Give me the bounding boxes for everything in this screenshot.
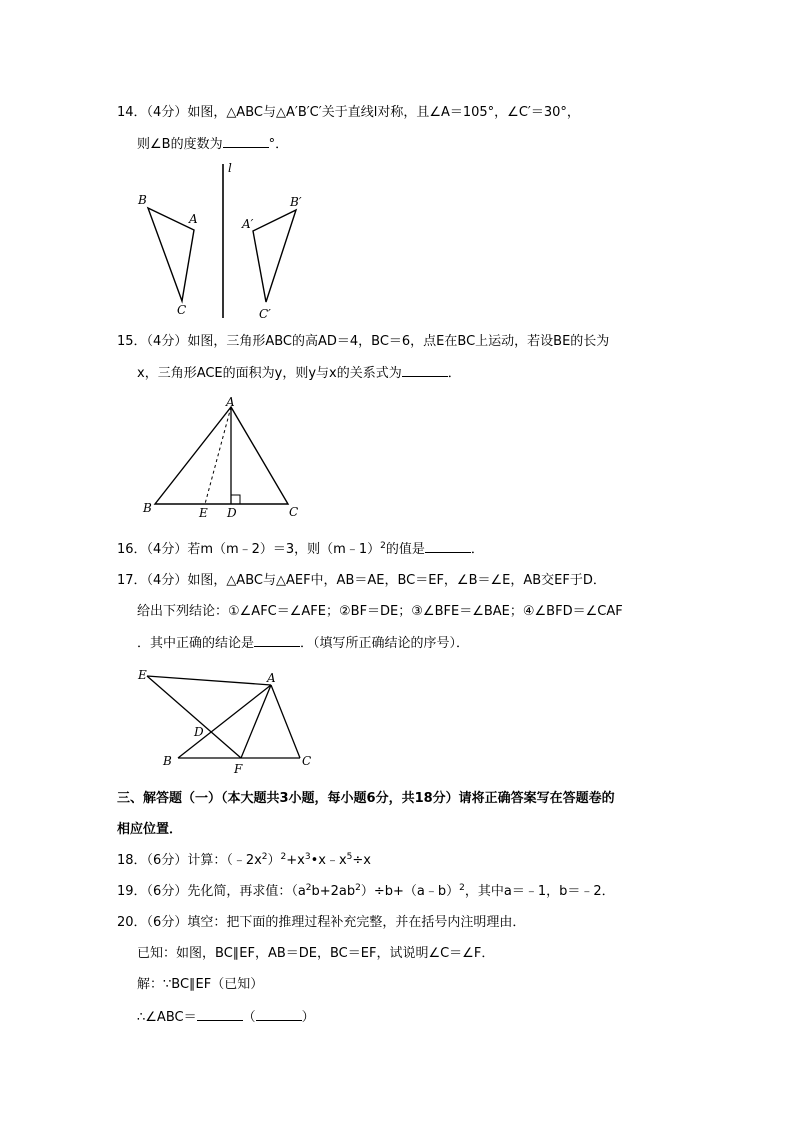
segment-ea [147, 676, 271, 685]
section3-title-cont: 相应位置． [117, 822, 183, 837]
label-b-17: B [163, 754, 172, 768]
label-f-17: F [234, 762, 243, 776]
label-c-17: C [302, 754, 312, 768]
q17-line3-tail: ．（填写所正确结论的序号）． [300, 636, 470, 651]
q16-text: 16．（4分）若m（m﹣2）＝3，则（m﹣1） [117, 542, 381, 557]
label-b: B [138, 193, 147, 207]
q18-m2: +x [286, 853, 305, 868]
triangle-abc-15 [155, 407, 288, 504]
q18-exp1: 2 [261, 852, 268, 862]
q20-line4 [137, 1008, 315, 1027]
q15-figure [135, 392, 315, 522]
label-a-15: A [226, 395, 235, 409]
q18-line [117, 852, 371, 870]
q17-line2: 给出下列结论：①∠AFC＝∠AFE；②BF＝DE；③∠BFE＝∠BAE；④∠BFD＝∠CAF [137, 604, 623, 619]
q15-line2-text: x，三角形ACE的面积为y，则y与x的关系式为 [137, 366, 402, 381]
q17-answer-blank[interactable] [254, 634, 300, 647]
q19-exp3: 2 [459, 883, 465, 893]
q18-exp2: 2 [280, 852, 287, 862]
segment-ac [271, 685, 300, 758]
section3-title: 三、解答题（一）（本大题共3小题，每小题6分，共18分）请将正确答案写在答题卷的 [117, 791, 615, 806]
q16-answer-blank[interactable] [425, 540, 471, 553]
q20-line2: 已知：如图，BC∥EF，AB＝DE，BC＝EF，试说明∠C＝∠F． [137, 946, 495, 961]
label-d-17: D [194, 725, 204, 739]
q17-line3 [137, 634, 469, 653]
q18-m3: •x﹣x [310, 853, 347, 868]
q17-line1: 17．（4分）如图，△ABC与△AEF中，AB＝AE，BC＝EF，∠B＝∠E，AB交EF于D． [117, 573, 606, 588]
q20-line1: 20．（6分）填空：把下面的推理过程补充完整，并在括号内注明理由． [117, 915, 526, 930]
q14-line2-tail: °． [268, 137, 289, 152]
segment-ae [205, 407, 231, 504]
label-b-15: B [143, 501, 152, 515]
q15-line2 [137, 364, 461, 383]
q15-line1: 15．（4分）如图，三角形ABC的高AD＝4，BC＝6，点E在BC上运动，若设BE的长为 [117, 334, 610, 349]
q20-line4-text: ∴∠ABC＝ [137, 1010, 197, 1025]
q14-line2-text: 则∠B的度数为 [137, 137, 223, 152]
q18-m1: ） [267, 853, 281, 868]
triangle-a2b2c2 [253, 210, 296, 302]
q20-reason-blank[interactable] [256, 1008, 302, 1021]
q19-tail: ，其中a＝﹣1，b＝﹣2． [464, 884, 615, 899]
q19-exp1: 2 [305, 883, 312, 893]
q17-line3-text: ．其中正确的结论是 [137, 636, 255, 651]
q16-line [117, 540, 484, 559]
label-l: l [228, 161, 232, 175]
q15-line2-tail: ． [447, 366, 461, 381]
q20-line3: 解：∵BC∥EF（已知） [137, 977, 264, 992]
q20-line4-paren-close: ） [301, 1010, 315, 1025]
right-angle-mark [231, 495, 240, 504]
q14-line1: 14．（4分）如图，△ABC与△A′B′C′关于直线l对称，且∠A＝105°，∠C′＝30°， [117, 105, 580, 120]
q19-text: 19．（6分）先化简，再求值：（a [117, 884, 306, 899]
q16-text-tail: ． [470, 542, 484, 557]
q18-exp3: 3 [304, 852, 311, 862]
q16-exponent: 2 [380, 541, 386, 551]
label-e-17: E [138, 668, 147, 682]
q14-answer-blank[interactable] [223, 135, 269, 148]
q16-text-mid: 的值是 [385, 542, 425, 557]
label-a-17: A [267, 671, 276, 685]
q17-figure [130, 662, 330, 782]
q15-answer-blank[interactable] [402, 364, 448, 377]
q19-exp2: 2 [355, 883, 361, 893]
q20-line4-paren-open: （ [242, 1010, 256, 1025]
q14-figure [130, 158, 320, 328]
label-d-15: D [227, 506, 237, 520]
segment-ab [178, 685, 271, 758]
label-c: C [177, 303, 187, 317]
q19-m2: ）÷b+（a﹣b） [360, 884, 460, 899]
label-e-15: E [199, 506, 208, 520]
q14-line2 [137, 135, 288, 154]
q18-text: 18．（6分）计算：（﹣2x [117, 853, 262, 868]
q19-line [117, 883, 615, 901]
label-b-prime: B′ [290, 195, 302, 209]
label-c-15: C [289, 505, 299, 519]
triangle-abc [148, 208, 194, 301]
q18-tail: ÷x [352, 853, 371, 868]
q19-m1: b+2ab [311, 884, 356, 899]
label-c-prime: C′ [259, 307, 271, 321]
q18-exp4: 5 [346, 852, 353, 862]
q20-answer-blank[interactable] [197, 1008, 243, 1021]
label-a: A [189, 212, 198, 226]
label-a-prime: A′ [242, 217, 254, 231]
